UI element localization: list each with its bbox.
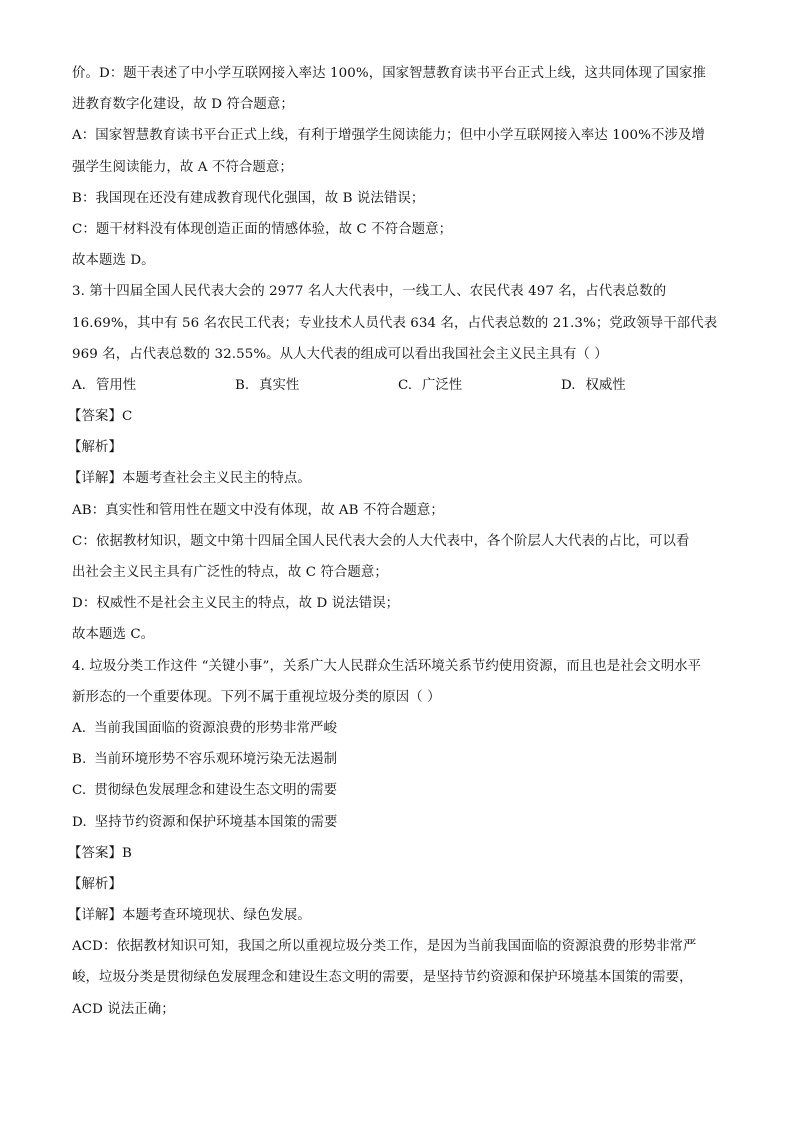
q3-analysis-line: C：依据教材知识，题文中第十四届全国人民代表大会的人大代表中，各个阶层人大代表的占比，可以看: [72, 533, 690, 549]
option-text: 当前我国面临的资源浪费的形势非常严峻: [94, 720, 337, 736]
q4-stem-line: 新形态的一个重要体现。下列不属于重视垃圾分类的原因（ ）: [72, 689, 441, 705]
q4-answer: [68, 838, 724, 869]
detail-text: 本题考查社会主义民主的特点。: [121, 471, 311, 487]
detail-tag: 【详解】: [68, 471, 122, 487]
q4-analysis-line: ACD 说法正确；: [72, 1001, 175, 1017]
option-text: 真实性: [259, 377, 300, 393]
option-key: C.: [72, 783, 87, 799]
answer-tag: 【答案】: [68, 409, 122, 425]
option-key: B.: [235, 377, 250, 393]
q4-option-a: [72, 713, 724, 744]
q4-stem-line: 4. 垃圾分类工作这件 “关键小事”，关系广大人民群众生活环境关系节约使用资源，而且也是社会文明水平: [72, 658, 702, 674]
analysis-tag: 【解析】: [68, 440, 122, 456]
option-text: 管用性: [95, 377, 137, 393]
q3-analysis-line: 出社会主义民主具有广泛性的特点，故 C 符合题意；: [72, 565, 388, 580]
option-key: D.: [561, 377, 576, 393]
q3-analysis-heading: [68, 432, 724, 463]
answer-value: C: [121, 409, 133, 425]
option-text: 贯彻绿色发展理念和建设生态文明的需要: [94, 783, 338, 799]
q3-stem-line: 16.69%，其中有 56 名农民工代表；专业技术人员代表 634 名，占代表总数的 21.3%；党政领导干部代表: [72, 315, 718, 331]
q3-answer: [68, 401, 724, 432]
q4-option-b: [72, 744, 724, 775]
q4-analysis-heading: [68, 869, 724, 900]
q2-analysis-line: C：题干材料没有体现创造正面的情感体验，故 C 不符合题意；: [72, 221, 453, 237]
q2-analysis-line: 价。D：题干表述了中小学互联网接入率达 100%，国家智慧教育读书平台正式上线，这共同体现了国家推: [72, 66, 706, 81]
option-key: B.: [72, 752, 87, 768]
q3-option-d: [561, 370, 724, 401]
q4-analysis-line: ACD：依据教材知识可知，我国之所以重视垃圾分类工作，是因为当前我国面临的资源浪费的形势非常严: [72, 939, 697, 955]
option-text: 广泛性: [422, 377, 463, 393]
q2-analysis-line: A：国家智慧教育读书平台正式上线，有利于增强学生阅读能力；但中小学互联网接入率达 100%不涉及增: [72, 128, 705, 144]
option-text: 权威性: [585, 377, 626, 393]
q4-option-d: [72, 807, 724, 838]
q2-analysis-line: B：我国现在还没有建成教育现代化强国，故 B 说法错误；: [72, 190, 425, 206]
detail-text: 本题考查环境现状、绿色发展。: [121, 908, 311, 924]
q3-analysis-line: D：权威性不是社会主义民主的特点，故 D 说法错误；: [72, 596, 400, 612]
q4-analysis-line: 峻，垃圾分类是贯彻绿色发展理念和建设生态文明的需要，是坚持节约资源和保护环境基本国策的需要，: [72, 970, 693, 986]
q3-conclusion: 故本题选 C。: [72, 627, 155, 643]
q3-stem-line: 969 名，占代表总数的 32.55%。从人大代表的组成可以看出我国社会主义民主具有（ ）: [72, 346, 608, 362]
q3-analysis-line: AB：真实性和管用性在题文中没有体现，故 AB 不符合题意；: [72, 502, 444, 518]
answer-tag: 【答案】: [68, 845, 122, 861]
analysis-tag: 【解析】: [68, 876, 122, 892]
option-text: 坚持节约资源和保护环境基本国策的需要: [94, 814, 338, 830]
answer-value: B: [121, 845, 132, 861]
q4-detail: [68, 900, 724, 931]
option-text: 当前环境形势不容乐观环境污染无法遏制: [94, 752, 338, 768]
q3-options: [72, 370, 724, 401]
q4-option-c: [72, 775, 724, 806]
q2-conclusion: 故本题选 D。: [72, 253, 155, 269]
q3-stem-line: 3. 第十四届全国人民代表大会的 2977 名人大代表中，一线工人、农民代表 497 名，占代表总数的: [72, 284, 667, 300]
q3-option-c: [398, 370, 561, 401]
option-key: D.: [72, 814, 87, 830]
detail-tag: 【详解】: [68, 908, 122, 924]
option-key: A.: [72, 377, 86, 393]
option-key: C.: [398, 377, 413, 393]
document-page: [68, 58, 724, 1025]
q2-analysis-line: 进教育数字化建设，故 D 符合题意；: [72, 97, 294, 113]
q3-option-a: [72, 370, 235, 401]
option-key: A.: [72, 720, 87, 736]
q3-detail: [68, 463, 724, 494]
q2-analysis-line: 强学生阅读能力，故 A 不符合题意；: [72, 159, 293, 175]
q3-option-b: [235, 370, 398, 401]
